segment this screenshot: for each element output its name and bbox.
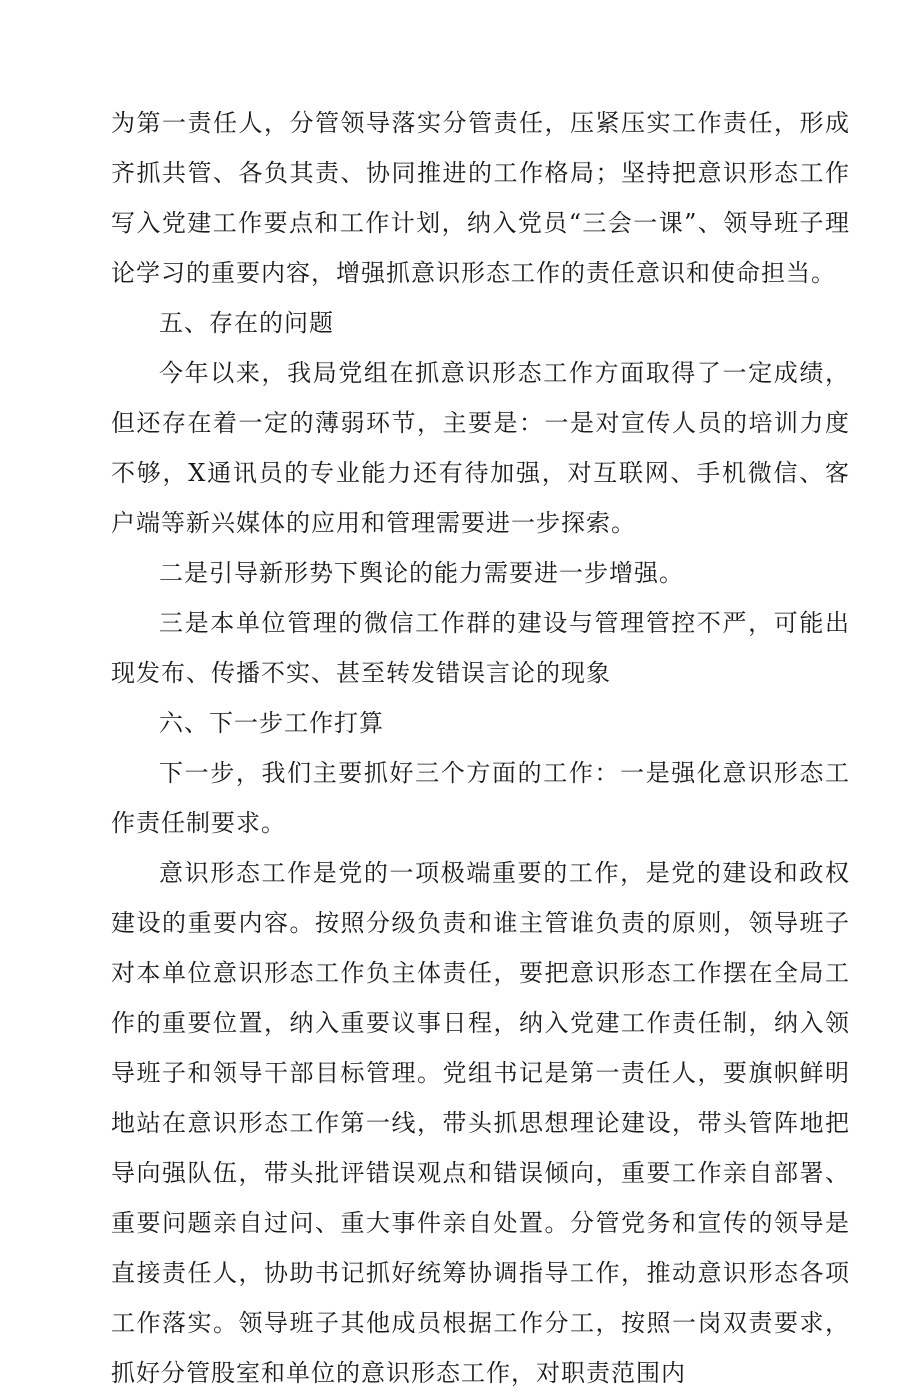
paragraph-next-steps-intro: 下一步，我们主要抓好三个方面的工作：一是强化意识形态工作责任制要求。 xyxy=(111,759,850,837)
section-heading-problems: 五、存在的问题 xyxy=(159,309,334,337)
section-heading-next-steps: 六、下一步工作打算 xyxy=(159,709,384,737)
paragraph-problems-intro: 今年以来，我局党组在抓意识形态工作方面取得了一定成绩，但还存在着一定的薄弱环节，主要是：一是对宣传人员的培训力度不够，X通讯员的专业能力还有待加强，对互联网、手机微信、客户端等新兴媒体的应用和管理需要进一步探索。 xyxy=(111,359,850,537)
paragraph-problem-three: 三是本单位管理的微信工作群的建设与管理管控不严，可能出现发布、传播不实、甚至转发错误言论的现象 xyxy=(111,609,850,687)
paragraph-problem-two: 二是引导新形势下舆论的能力需要进一步增强。 xyxy=(159,559,684,587)
paragraph-continuation: 为第一责任人，分管领导落实分管责任，压紧压实工作责任，形成齐抓共管、各负其责、协同推进的工作格局；坚持把意识形态工作写入党建工作要点和工作计划，纳入党员“三会一课”、领导班子理论学习的重要内容，增强抓意识形态工作的责任意识和使命担当。 xyxy=(111,109,850,287)
paragraph-responsibility: 意识形态工作是党的一项极端重要的工作，是党的建设和政权建设的重要内容。按照分级负责和谁主管谁负责的原则，领导班子对本单位意识形态工作负主体责任，要把意识形态工作摆在全局工作的重要位置，纳入重要议事日程，纳入党建工作责任制，纳入领导班子和领导干部目标管理。党组书记是第一责任人，要旗帜鲜明地站在意识形态工作第一线，带头抓思想理论建设，带头管阵地把导向强队伍，带头批评错误观点和错误倾向，重要工作亲自部署、重要问题亲自过问、重大事件亲自处置。分管党务和宣传的领导是直接责任人，协助书记抓好统筹协调指导工作，推动意识形态各项工作落实。领导班子其他成员根据工作分工，按照一岗双责要求，抓好分管股室和单位的意识形态工作，对职责范围内 xyxy=(111,859,850,1387)
